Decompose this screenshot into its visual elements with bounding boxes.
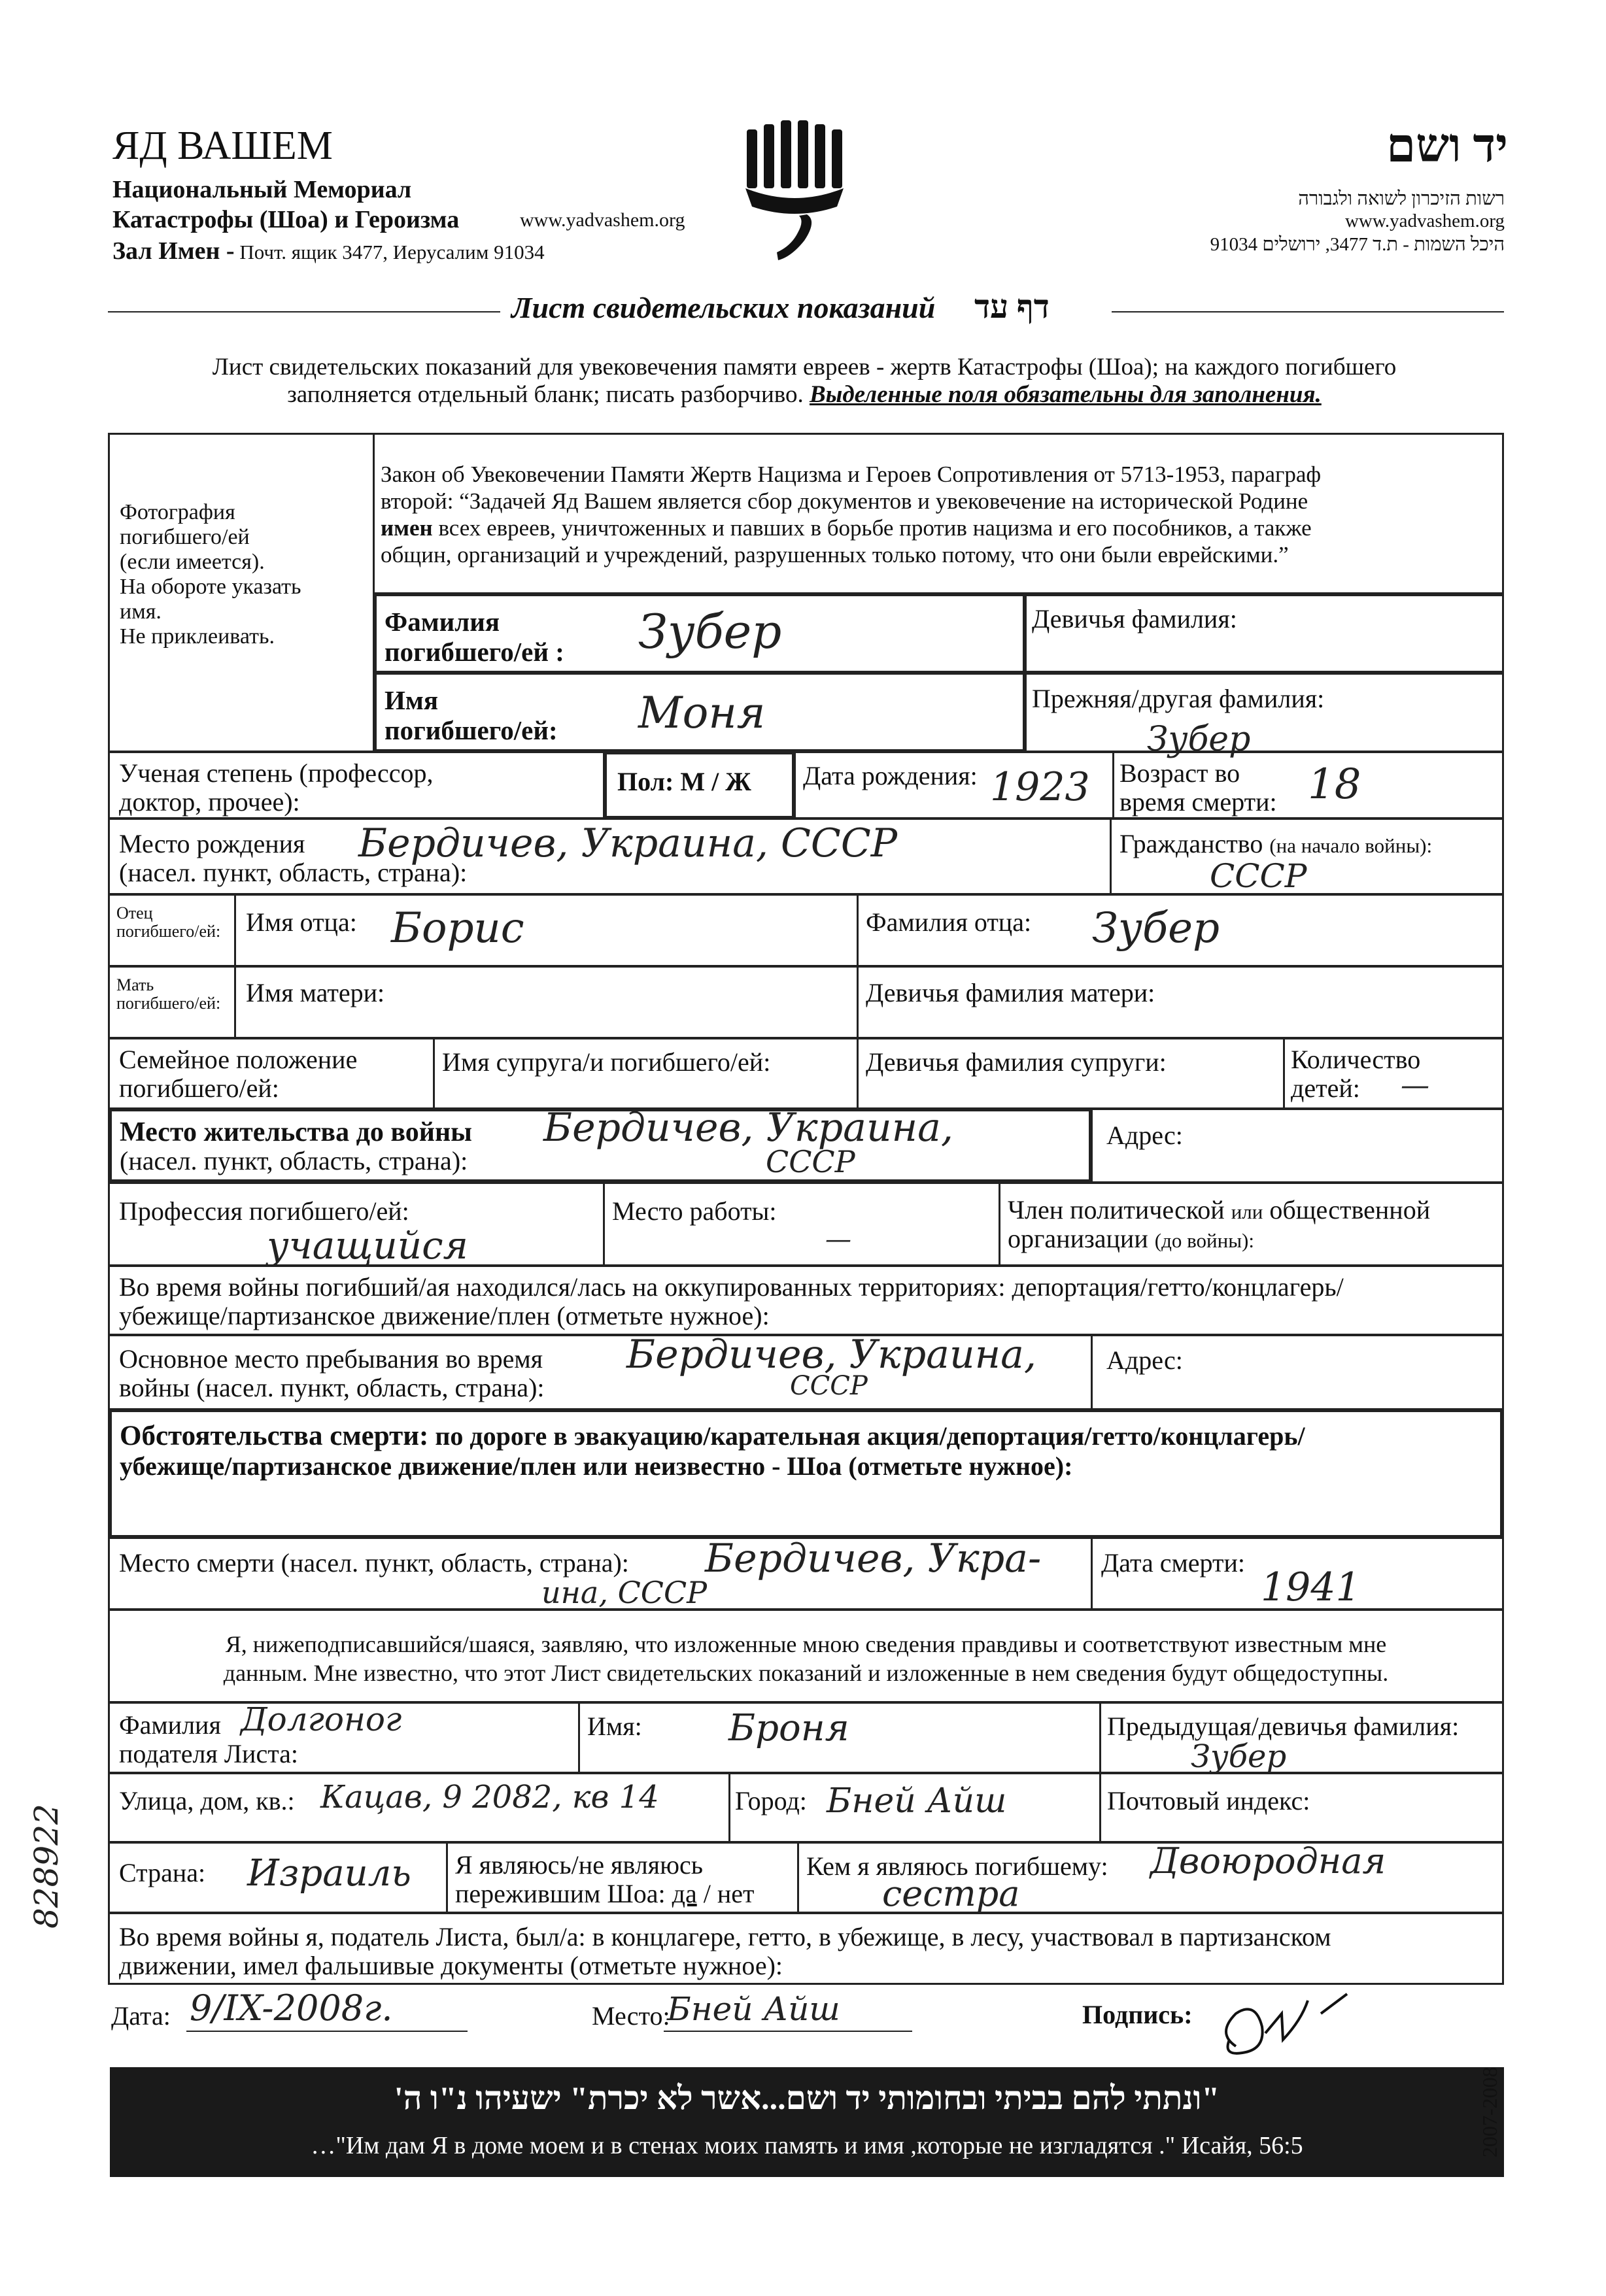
marital-label-2: погибшего/ей:	[119, 1073, 279, 1103]
age-value: 18	[1308, 760, 1361, 809]
submitter-country-value: Израиль	[247, 1852, 411, 1895]
war-place-label-2: войны (насел. пункт, область, страна):	[119, 1373, 545, 1402]
submitter-prev-value: Зубер	[1191, 1738, 1287, 1775]
margin-number: 828922	[27, 1804, 65, 1929]
law-line3: всех евреев, уничтоженных и павших в борьбе против нацизма и его пособников, а также	[438, 515, 1312, 541]
submitter-war-line2: движении, имел фальшивые документы (отметьте нужное):	[119, 1951, 783, 1980]
title-rule-right	[1112, 311, 1504, 312]
declaration-line1: Я, нижеподписавшийся/шаяся, заявляю, что изложенные мною сведения правдивы и соответствуют известным мне	[225, 1631, 1387, 1657]
membership-field[interactable]	[999, 1182, 1504, 1267]
survivor-label-2: пережившим Шоа:	[455, 1879, 666, 1908]
birthplace-value: Бердичев, Украина, СССР	[358, 820, 898, 866]
war-status-field[interactable]	[108, 1264, 1504, 1336]
citizenship-field[interactable]	[1112, 817, 1504, 896]
citizenship-label: Гражданство	[1119, 829, 1263, 858]
submitter-name-label: Имя:	[587, 1712, 642, 1741]
submitter-city-field[interactable]	[728, 1772, 1101, 1844]
he-org-name: יד ושם	[1386, 120, 1508, 172]
death-date-value: 1941	[1261, 1564, 1361, 1610]
birthplace-label-2: (насел. пункт, область, страна):	[119, 858, 468, 887]
father-surname-field[interactable]	[857, 893, 1504, 968]
law-line4: общин, организаций и учреждений, разрушенных только потому, что они были еврейскими.”	[381, 542, 1289, 567]
place-value[interactable]: Бней Айш	[667, 1990, 840, 2028]
citizenship-value: СССР	[1210, 857, 1307, 895]
birthplace-field[interactable]	[108, 817, 1112, 896]
residence-address-label: Адрес:	[1106, 1121, 1183, 1150]
law-line2: второй: “Задачей Яд Вашем является сбор документов и увековечение на исторической Родине	[381, 488, 1308, 514]
submitter-zip-label: Почтовый индекс:	[1107, 1786, 1310, 1815]
member-label-b: или	[1231, 1200, 1263, 1223]
submitter-city-value: Бней Айш	[827, 1781, 1007, 1821]
photo-line2: погибшего/ей	[120, 525, 250, 549]
war-address-label: Адрес:	[1106, 1345, 1183, 1375]
mother-side	[108, 965, 236, 1039]
workplace-label: Место работы:	[612, 1196, 777, 1226]
member-label-a: Член политической	[1008, 1195, 1225, 1224]
birth-date-value: 1923	[990, 764, 1090, 810]
death-date-label: Дата смерти:	[1101, 1548, 1246, 1578]
birth-date-field[interactable]	[794, 751, 1114, 820]
mother-name-field[interactable]	[234, 965, 859, 1039]
submitter-prev-field[interactable]	[1099, 1701, 1504, 1774]
sex-field[interactable]	[603, 751, 796, 820]
firstname-field[interactable]	[373, 671, 1027, 753]
residence-label-1: Место жительства до войны	[120, 1117, 472, 1147]
submitter-street-label: Улица, дом, кв.:	[119, 1786, 295, 1815]
he-line2: היכל השמות - ת.ד 3477, ירושלים 91034	[1210, 234, 1505, 255]
father-side-label: Отец погибшего/ей:	[116, 903, 221, 941]
spouse-maiden-label: Девичья фамилия супруги:	[866, 1047, 1167, 1077]
profession-value: учащийся	[267, 1223, 468, 1268]
law-box	[373, 433, 1504, 596]
firstname-label-1: Имя	[384, 685, 438, 715]
signature-mark[interactable]	[1210, 1987, 1406, 2066]
firstname-value: Моня	[638, 688, 766, 738]
children-value: —	[1401, 1069, 1429, 1102]
age-label-2: время смерти:	[1119, 787, 1277, 817]
form-title-he: דף עד	[974, 288, 1050, 325]
father-name-field[interactable]	[234, 893, 859, 968]
father-surname-label: Фамилия отца:	[866, 907, 1032, 937]
degree-field[interactable]	[108, 751, 605, 820]
signature-label: Подпись:	[1082, 2000, 1193, 2029]
birth-date-label: Дата рождения:	[803, 761, 978, 790]
submitter-street-value: Кацав, 9 2082, кв 14	[320, 1779, 659, 1815]
death-date-field[interactable]	[1091, 1536, 1504, 1611]
war-status-line1: Во время войны погибший/ая находился/лась на оккупированных территориях: депортация/гетто/концлагерь/	[119, 1272, 1344, 1302]
relation-value-2: сестра	[882, 1873, 1020, 1914]
survivor-field[interactable]	[446, 1841, 799, 1914]
residence-address-field[interactable]	[1091, 1107, 1504, 1183]
submitter-surname-field[interactable]	[108, 1701, 580, 1774]
date-label: Дата:	[111, 2001, 171, 2031]
submitter-country-field[interactable]	[108, 1841, 448, 1914]
photo-line4: На обороте указать	[120, 575, 301, 599]
submitter-war-line1: Во время войны я, податель Листа, был/а: в концлагере, гетто, в убежище, в лесу, участвовал в партизанском	[119, 1922, 1331, 1951]
survivor-yes[interactable]: да	[672, 1879, 697, 1908]
photo-line1: Фотография	[120, 500, 235, 524]
quote-banner	[110, 2067, 1504, 2177]
side-years: 2007-2008	[1478, 2067, 1501, 2157]
death-circ-line2: убежище/партизанское движение/плен или неизвестно - Шоа (отметьте нужное):	[120, 1451, 1073, 1481]
spouse-field[interactable]	[433, 1037, 859, 1110]
law-line1: Закон об Увековечении Памяти Жертв Нацизма и Героев Сопротивления от 5713-1953, параграф	[381, 462, 1322, 487]
survivor-label-1: Я являюсь/не являюсь	[455, 1850, 703, 1880]
banner-russian: …"Им дам Я в доме моем и в стенах моих память и имя ,которые не изгладятся ." Исайя, 56:5	[311, 2132, 1303, 2159]
place-label: Место:	[592, 2001, 670, 2031]
death-place-value-2: ина, СССР	[541, 1575, 708, 1610]
degree-label-1: Ученая степень (профессор,	[119, 758, 434, 788]
banner-hebrew: "ונתתי להם בביתי ובחומותי יד ושם...אשר לא יכרת" ישעיהו נ"ו ה'	[394, 2080, 1220, 2116]
mother-maiden-label: Девичья фамилия матери:	[866, 978, 1155, 1007]
mother-maiden-field[interactable]	[857, 965, 1504, 1039]
hall-label: Зал Имен -	[112, 237, 235, 265]
war-place-value-1: Бердичев, Украина,	[626, 1332, 1036, 1377]
prev-surname-label: Прежняя/другая фамилия:	[1032, 684, 1325, 713]
maiden-name-label: Девичья фамилия:	[1032, 604, 1237, 633]
submitter-city-label: Город:	[735, 1786, 807, 1815]
marital-label-1: Семейное положение	[119, 1045, 358, 1074]
intro-line2	[131, 380, 1478, 409]
website-right: www.yadvashem.org	[1344, 211, 1505, 231]
submitter-name-value: Броня	[728, 1707, 849, 1749]
submitter-surname-label-1: Фамилия	[119, 1710, 221, 1740]
member-label-c: общественной	[1269, 1195, 1431, 1224]
workplace-field[interactable]	[603, 1182, 1000, 1267]
submitter-street-field[interactable]	[108, 1772, 730, 1844]
father-side	[108, 893, 236, 968]
spouse-maiden-field[interactable]	[857, 1037, 1285, 1110]
hall-address	[112, 237, 545, 265]
death-place-field[interactable]	[108, 1536, 1093, 1611]
war-place-label-1: Основное место пребывания во время	[119, 1344, 543, 1374]
title-rule-left	[108, 311, 500, 312]
death-circ-line1: по дороге в эвакуацию/карательная акция/депортация/гетто/концлагерь/	[435, 1421, 1305, 1451]
surname-value: Зубер	[638, 604, 782, 659]
surname-label-2: погибшего/ей :	[384, 637, 564, 667]
photo-line3: (если имеется).	[120, 550, 265, 574]
date-underline	[186, 2031, 468, 2032]
org-line1: Национальный Мемориал	[112, 176, 412, 203]
relation-field[interactable]	[797, 1841, 1504, 1914]
death-circumstances-field[interactable]	[108, 1408, 1504, 1539]
place-underline	[664, 2031, 912, 2032]
member-label-2-sub: (до войны):	[1154, 1229, 1254, 1252]
age-label-1: Возраст во	[1119, 758, 1240, 788]
photo-line6: Не приклеивать.	[120, 624, 275, 649]
he-line1: רשות הזיכרון לשואה ולגבורה	[1298, 188, 1505, 209]
death-circ-label: Обстоятельства смерти:	[120, 1421, 429, 1451]
father-name-label: Имя отца:	[246, 907, 357, 937]
mother-name-label: Имя матери:	[246, 978, 385, 1007]
photo-box	[108, 433, 375, 753]
father-surname-value: Зубер	[1092, 904, 1220, 953]
submitter-name-field[interactable]	[578, 1701, 1101, 1774]
intro-line1: Лист свидетельских показаний для увековечения памяти евреев - жертв Катастрофы (Шоа); на каждого погибшего	[212, 354, 1397, 380]
children-label-2: детей:	[1291, 1073, 1360, 1103]
declaration-line2: данным. Мне известно, что этот Лист свидетельских показаний и изложенные в нем сведения будут общедоступны.	[223, 1660, 1389, 1686]
date-value[interactable]: 9/IX-2008г.	[190, 1987, 393, 2029]
intro-emphasis: Выделенные поля обязательны для заполнения.	[809, 381, 1322, 408]
submitter-country-label: Страна:	[119, 1858, 206, 1887]
residence-value-1: Бердичев, Украина,	[543, 1105, 953, 1151]
member-label-2: организации	[1008, 1224, 1148, 1253]
citizenship-sub: (на начало войны):	[1269, 834, 1433, 857]
father-name-value: Борис	[391, 904, 524, 953]
declaration-box	[108, 1608, 1504, 1704]
submitter-zip-field[interactable]	[1099, 1772, 1504, 1844]
residence-label-2: (насел. пункт, область, страна):	[120, 1146, 468, 1175]
org-line2: Катастрофы (Шоа) и Героизма	[112, 206, 460, 233]
prev-surname-field[interactable]	[1023, 671, 1504, 759]
profession-field[interactable]	[108, 1182, 605, 1267]
website-left: www.yadvashem.org	[520, 209, 685, 231]
residence-field[interactable]	[108, 1107, 1093, 1183]
mother-side-label: Мать погибшего/ей:	[116, 975, 221, 1013]
degree-label-2: доктор, прочее):	[119, 787, 300, 817]
death-place-value-1: Бердичев, Укра-	[705, 1536, 1042, 1581]
photo-line5: имя.	[120, 599, 162, 624]
war-status-line2: убежище/партизанское движение/плен (отметьте нужное):	[119, 1301, 770, 1330]
submitter-surname-value: Долгоног	[241, 1700, 402, 1738]
birthplace-label-1: Место рождения	[119, 829, 305, 858]
hall-address-text: Почт. ящик 3477, Иерусалим 91034	[239, 241, 545, 263]
age-field[interactable]	[1112, 751, 1504, 820]
form-title: Лист свидетельских показаний	[511, 291, 936, 324]
children-field[interactable]	[1283, 1037, 1504, 1110]
war-place-value-2: СССР	[790, 1371, 868, 1401]
war-address-field[interactable]	[1091, 1334, 1504, 1411]
children-label-1: Количество	[1291, 1045, 1421, 1074]
firstname-label-2: погибшего/ей:	[384, 715, 558, 745]
org-name: ЯД ВАШЕМ	[112, 124, 333, 168]
workplace-value: —	[825, 1224, 851, 1255]
profession-label: Профессия погибшего/ей:	[119, 1196, 409, 1226]
war-place-field[interactable]	[108, 1334, 1093, 1411]
intro-line2-text: заполняется отдельный бланк; писать разборчиво.	[287, 381, 804, 408]
spouse-label: Имя супруга/и погибшего/ей:	[442, 1047, 771, 1077]
residence-value-2: СССР	[766, 1144, 855, 1179]
yad-vashem-logo-icon	[739, 116, 857, 267]
prev-surname-value: Зубер	[1147, 720, 1251, 759]
sex-label: Пол: М / Ж	[617, 767, 751, 796]
submitter-war-field[interactable]	[108, 1912, 1504, 1985]
death-place-label: Место смерти (насел. пункт, область, страна):	[119, 1548, 629, 1578]
surname-label-1: Фамилия	[384, 607, 500, 637]
law-bold-word: имен	[381, 515, 433, 541]
submitter-surname-label-2: подателя Листа:	[119, 1739, 299, 1768]
relation-value-1: Двоюродная	[1150, 1840, 1386, 1882]
survivor-no[interactable]: / нет	[703, 1879, 755, 1908]
marital-field[interactable]	[108, 1037, 435, 1110]
submitter-prev-label: Предыдущая/девичья фамилия:	[1107, 1712, 1460, 1741]
maiden-name-field[interactable]	[1023, 592, 1504, 675]
relation-label: Кем я являюсь погибшему:	[806, 1851, 1108, 1881]
surname-field[interactable]	[373, 592, 1027, 675]
